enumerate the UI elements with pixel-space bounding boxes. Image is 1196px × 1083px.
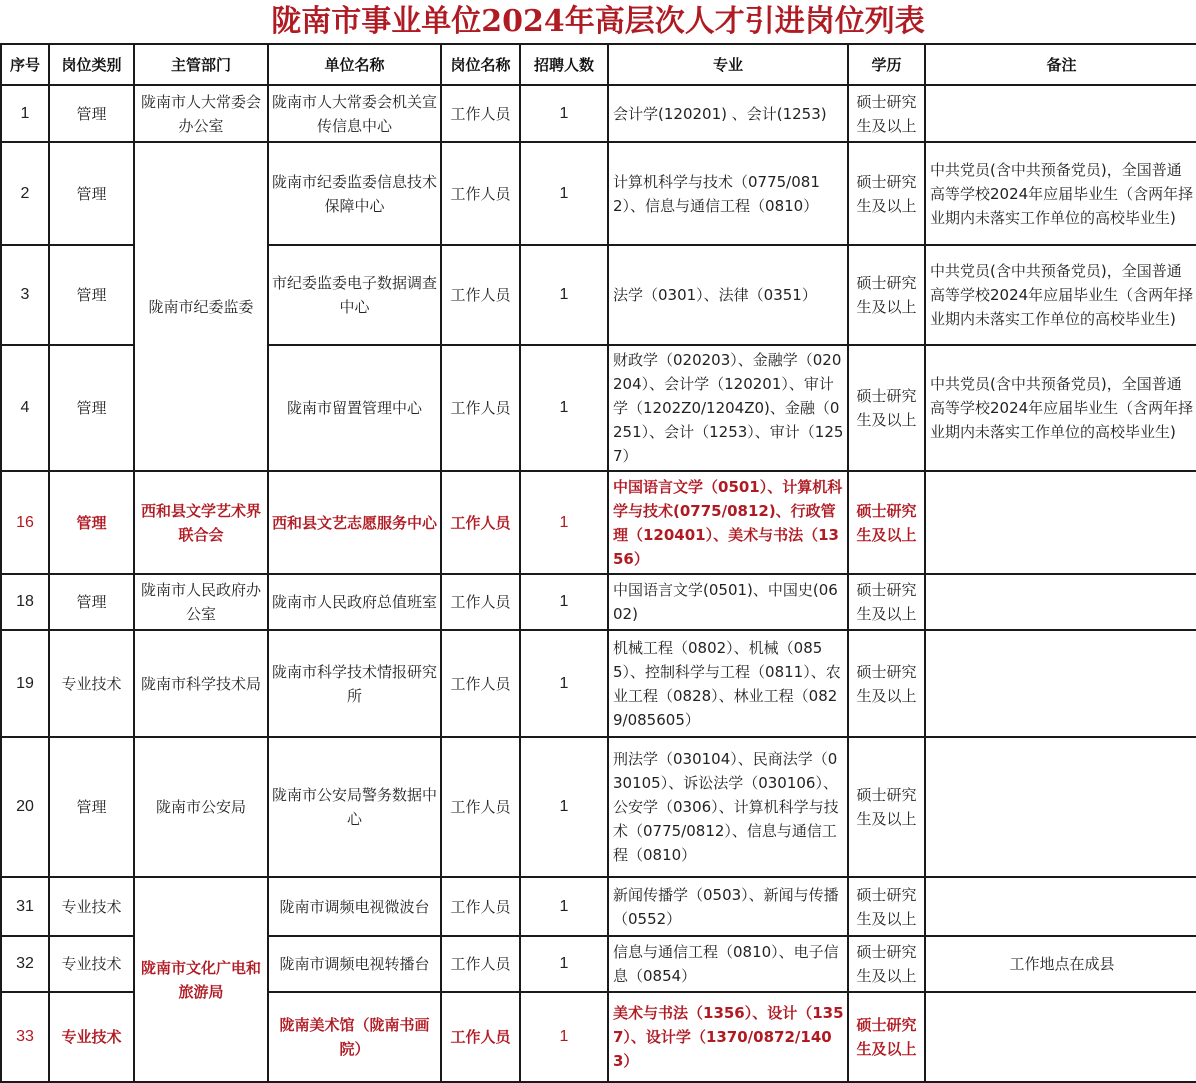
cell-count: 1 — [520, 992, 608, 1082]
cell-major: 会计学(120201) 、会计(1253) — [608, 85, 848, 142]
header-row — [1, 44, 1196, 85]
cell-note: 中共党员(含中共预备党员)，全国普通高等学校2024年应届毕业生（含两年择业期内未落实工作单位的高校毕业生) — [925, 345, 1196, 471]
positions-table — [0, 43, 1196, 1083]
cell-note — [925, 471, 1196, 574]
table-row — [1, 85, 1196, 142]
cell-major: 中国语言文学（0501）、计算机科学与技术(0775/0812)、行政管理（120401）、美术与书法（1356） — [608, 471, 848, 574]
cell-category: 专业技术 — [49, 936, 134, 992]
table-row — [1, 630, 1196, 737]
cell-count: 1 — [520, 574, 608, 630]
cell-count: 1 — [520, 345, 608, 471]
cell-id: 32 — [1, 936, 49, 992]
cell-position: 工作人员 — [441, 574, 520, 630]
cell-major: 中国语言文学(0501)、中国史(0602) — [608, 574, 848, 630]
cell-id: 20 — [1, 737, 49, 877]
cell-unit: 陇南市调频电视微波台 — [268, 877, 441, 936]
table-row-highlighted — [1, 471, 1196, 574]
cell-position: 工作人员 — [441, 992, 520, 1082]
cell-id: 18 — [1, 574, 49, 630]
cell-education: 硕士研究生及以上 — [848, 936, 925, 992]
cell-position: 工作人员 — [441, 345, 520, 471]
cell-position: 工作人员 — [441, 471, 520, 574]
cell-note — [925, 85, 1196, 142]
cell-category: 专业技术 — [49, 877, 134, 936]
header-department: 主管部门 — [134, 44, 268, 85]
cell-education: 硕士研究生及以上 — [848, 630, 925, 737]
cell-id: 4 — [1, 345, 49, 471]
cell-unit: 陇南市公安局警务数据中心 — [268, 737, 441, 877]
cell-count: 1 — [520, 630, 608, 737]
cell-category: 管理 — [49, 574, 134, 630]
cell-unit: 陇南市纪委监委信息技术保障中心 — [268, 142, 441, 245]
cell-major: 美术与书法（1356）、设计（1357）、设计学（1370/0872/1403） — [608, 992, 848, 1082]
header-unit: 单位名称 — [268, 44, 441, 85]
cell-position: 工作人员 — [441, 936, 520, 992]
header-major: 专业 — [608, 44, 848, 85]
cell-major: 财政学（020203）、金融学（020204）、会计学（120201）、审计学（1202Z0/1204Z0)、金融（0251）、会计（1253）、审计（1257） — [608, 345, 848, 471]
cell-category: 管理 — [49, 85, 134, 142]
cell-education: 硕士研究生及以上 — [848, 142, 925, 245]
cell-department: 陇南市人大常委会办公室 — [134, 85, 268, 142]
cell-category: 管理 — [49, 142, 134, 245]
cell-position: 工作人员 — [441, 85, 520, 142]
cell-id: 3 — [1, 245, 49, 345]
cell-department: 陇南市文化广电和旅游局 — [134, 877, 268, 1082]
cell-position: 工作人员 — [441, 245, 520, 345]
cell-category: 管理 — [49, 471, 134, 574]
cell-count: 1 — [520, 142, 608, 245]
cell-unit: 西和县文艺志愿服务中心 — [268, 471, 441, 574]
header-position: 岗位名称 — [441, 44, 520, 85]
cell-major: 新闻传播学（0503）、新闻与传播（0552） — [608, 877, 848, 936]
cell-count: 1 — [520, 936, 608, 992]
cell-unit: 陇南市留置管理中心 — [268, 345, 441, 471]
cell-note — [925, 630, 1196, 737]
cell-id: 19 — [1, 630, 49, 737]
cell-position: 工作人员 — [441, 737, 520, 877]
header-education: 学历 — [848, 44, 925, 85]
table-row — [1, 142, 1196, 245]
cell-unit: 陇南市调频电视转播台 — [268, 936, 441, 992]
cell-note — [925, 574, 1196, 630]
cell-count: 1 — [520, 245, 608, 345]
cell-education: 硕士研究生及以上 — [848, 245, 925, 345]
cell-id: 31 — [1, 877, 49, 936]
table-row — [1, 737, 1196, 877]
cell-id: 33 — [1, 992, 49, 1082]
cell-note: 中共党员(含中共预备党员)，全国普通高等学校2024年应届毕业生（含两年择业期内未落实工作单位的高校毕业生) — [925, 142, 1196, 245]
cell-id: 1 — [1, 85, 49, 142]
cell-unit: 陇南美术馆（陇南书画院） — [268, 992, 441, 1082]
cell-department: 陇南市纪委监委 — [134, 142, 268, 471]
cell-category: 专业技术 — [49, 630, 134, 737]
cell-major: 法学（0301）、法律（0351） — [608, 245, 848, 345]
table-row — [1, 574, 1196, 630]
page-title: 陇南市事业单位2024年高层次人才引进岗位列表 — [271, 4, 925, 39]
cell-category: 专业技术 — [49, 992, 134, 1082]
cell-major: 计算机科学与技术（0775/0812）、信息与通信工程（0810） — [608, 142, 848, 245]
cell-count: 1 — [520, 877, 608, 936]
header-id: 序号 — [1, 44, 49, 85]
cell-note: 工作地点在成县 — [925, 936, 1196, 992]
cell-unit: 市纪委监委电子数据调查中心 — [268, 245, 441, 345]
cell-note — [925, 737, 1196, 877]
cell-department: 陇南市公安局 — [134, 737, 268, 877]
cell-position: 工作人员 — [441, 877, 520, 936]
cell-note: 中共党员(含中共预备党员)，全国普通高等学校2024年应届毕业生（含两年择业期内未落实工作单位的高校毕业生) — [925, 245, 1196, 345]
cell-education: 硕士研究生及以上 — [848, 345, 925, 471]
cell-unit: 陇南市科学技术情报研究所 — [268, 630, 441, 737]
cell-major: 信息与通信工程（0810）、电子信息（0854） — [608, 936, 848, 992]
cell-department: 陇南市科学技术局 — [134, 630, 268, 737]
cell-note — [925, 992, 1196, 1082]
cell-education: 硕士研究生及以上 — [848, 574, 925, 630]
cell-education: 硕士研究生及以上 — [848, 471, 925, 574]
cell-position: 工作人员 — [441, 142, 520, 245]
cell-count: 1 — [520, 471, 608, 574]
cell-major: 刑法学（030104）、民商法学（030105）、诉讼法学（030106）、公安学（0306）、计算机科学与技术（0775/0812）、信息与通信工程（0810） — [608, 737, 848, 877]
cell-department: 陇南市人民政府办公室 — [134, 574, 268, 630]
cell-category: 管理 — [49, 737, 134, 877]
cell-education: 硕士研究生及以上 — [848, 85, 925, 142]
cell-education: 硕士研究生及以上 — [848, 737, 925, 877]
cell-unit: 陇南市人大常委会机关宣传信息中心 — [268, 85, 441, 142]
cell-count: 1 — [520, 85, 608, 142]
cell-category: 管理 — [49, 245, 134, 345]
header-note: 备注 — [925, 44, 1196, 85]
cell-position: 工作人员 — [441, 630, 520, 737]
cell-education: 硕士研究生及以上 — [848, 877, 925, 936]
cell-department: 西和县文学艺术界联合会 — [134, 471, 268, 574]
header-category: 岗位类别 — [49, 44, 134, 85]
cell-category: 管理 — [49, 345, 134, 471]
cell-id: 2 — [1, 142, 49, 245]
header-count: 招聘人数 — [520, 44, 608, 85]
cell-count: 1 — [520, 737, 608, 877]
cell-unit: 陇南市人民政府总值班室 — [268, 574, 441, 630]
cell-major: 机械工程（0802）、机械（0855）、控制科学与工程（0811）、农业工程（0828）、林业工程（0829/085605） — [608, 630, 848, 737]
cell-note — [925, 877, 1196, 936]
table-row — [1, 877, 1196, 936]
cell-education: 硕士研究生及以上 — [848, 992, 925, 1082]
cell-id: 16 — [1, 471, 49, 574]
